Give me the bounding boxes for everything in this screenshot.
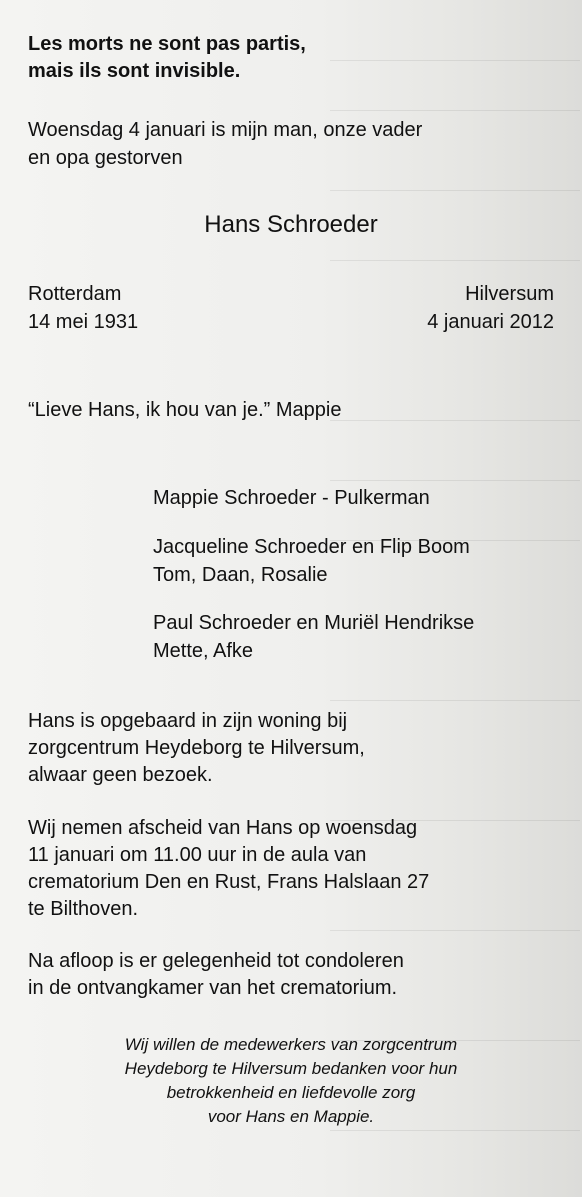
- family-line-2: Jacqueline Schroeder en Flip Boom: [153, 536, 470, 558]
- announcement-line-1: Woensdag 4 januari is mijn man, onze vader: [28, 119, 423, 141]
- farewell-line-3: crematorium Den en Rust, Frans Halslaan 27: [28, 871, 430, 893]
- family-line-5: Mette, Afke: [153, 640, 254, 662]
- family-line-1: Mappie Schroeder - Pulkerman: [153, 487, 430, 509]
- condolence-line-1: Na afloop is er gelegenheid tot condoleren: [28, 950, 404, 972]
- motto-line-2: mais ils sont invisible.: [28, 60, 241, 82]
- birth-place: Rotterdam: [28, 283, 122, 305]
- thanks-line-2: Heydeborg te Hilversum bedanken voor hun: [124, 1059, 458, 1078]
- motto-line-1: Les morts ne sont pas partis,: [28, 33, 306, 55]
- laid-out-line-2: zorgcentrum Heydeborg te Hilversum,: [28, 737, 365, 759]
- laid-out-line-3: alwaar geen bezoek.: [28, 764, 213, 786]
- family-line-4: Paul Schroeder en Muriël Hendrikse: [153, 612, 475, 634]
- thanks-line-1: Wij willen de medewerkers van zorgcentrum: [124, 1035, 458, 1054]
- quote: “Lieve Hans, ik hou van je.” Mappie: [28, 399, 342, 421]
- family-line-3: Tom, Daan, Rosalie: [153, 564, 328, 586]
- death-place: Hilversum: [465, 283, 554, 305]
- farewell-line-2: 11 januari om 11.00 uur in de aula van: [28, 844, 367, 866]
- announcement-line-2: en opa gestorven: [28, 147, 183, 169]
- condolence-line-2: in de ontvangkamer van het crematorium.: [28, 977, 398, 999]
- thanks-line-3: betrokkenheid en liefdevolle zorg: [166, 1083, 416, 1102]
- laid-out-line-1: Hans is opgebaard in zijn woning bij: [28, 710, 348, 732]
- farewell-line-4: te Bilthoven.: [28, 898, 139, 920]
- birth-date: 14 mei 1931: [28, 311, 139, 333]
- farewell-line-1: Wij nemen afscheid van Hans op woensdag: [28, 817, 418, 839]
- death-date: 4 januari 2012: [427, 311, 554, 333]
- thanks-line-4: voor Hans en Mappie.: [207, 1107, 375, 1126]
- deceased-name: Hans Schroeder: [204, 211, 378, 238]
